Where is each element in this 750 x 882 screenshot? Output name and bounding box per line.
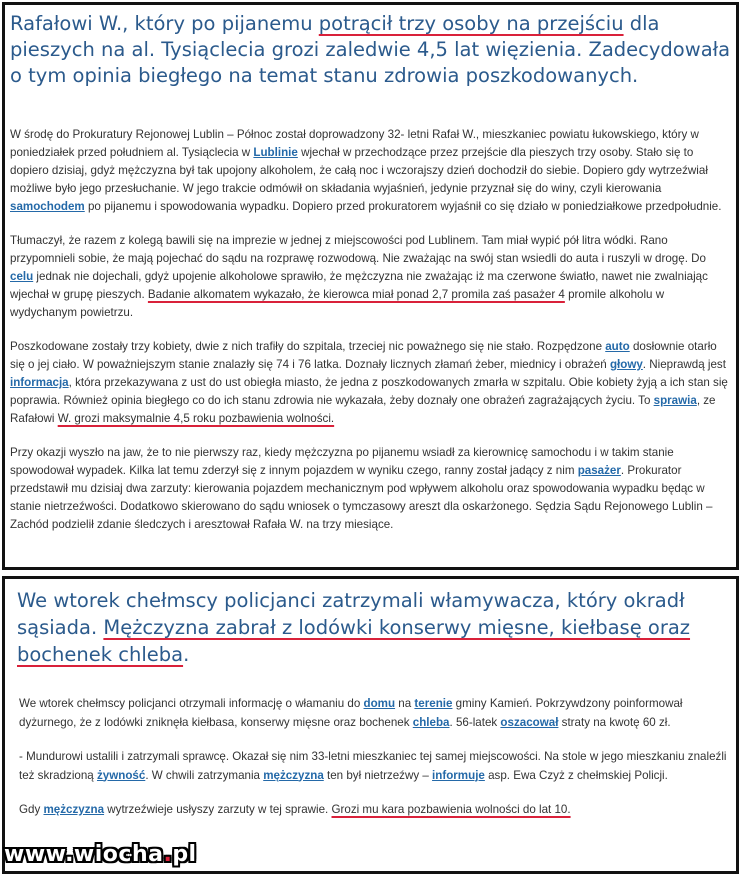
link-lublinie[interactable]: Lublinie	[253, 146, 298, 159]
watermark-text: pl	[172, 842, 197, 867]
red-highlight-alkomat: Badanie alkomatem wykazało, że kierowca miał ponad 2,7 promila zaś pasażer 4	[147, 288, 565, 301]
paragraph-text: , ze Rafałowi	[10, 394, 716, 425]
paragraph-text: Poszkodowane zostały trzy kobiety, dwie z nich trafiły do szpitala, trzeciej nic poważnego się nie stało. Rozpędzone	[10, 340, 606, 353]
link-celu[interactable]: celu	[10, 270, 34, 283]
paragraph-3	[10, 338, 732, 428]
paragraph-text: . 56-latek	[449, 715, 501, 729]
paragraph-text: Przy okazji wyszło na jaw, że to nie pierwszy raz, kiedy mężczyzna po pijanemu wsiadł za kierownicę samochodu i w takim stanie spowodował wypadek. Kilka lat temu zderzył się z innym pojazdem w wyniku czego, ranny został jadący z nim	[10, 446, 674, 477]
paragraph-text: po pijanemu i spowodowania wypadku. Dopiero przed prokuratorem wyjaśnił co się działo w poniedziałkowe przedpołudnie.	[84, 200, 722, 213]
paragraph-2	[19, 748, 731, 785]
headline-text: .	[183, 643, 190, 666]
article-2-panel	[2, 576, 739, 874]
link-oszacowal[interactable]: oszacował	[500, 715, 559, 729]
paragraph-text: , która przekazywana z ust do ust obiegła miasto, że jedna z poszkodowanych zmarła w szpitalu. Obie kobiety żyją a ich stan się poprawia. Również opinia biegłego co do ich stanu zdrowia nie wykazała, żeby doznały one obrażeń zagrażających życiu. To	[10, 376, 728, 407]
headline-text: dla pieszych na al. Tysiąclecia grozi zaledwie 4,5 lat więzienia. Zadecydowała o tym opinia biegłego na temat stanu zdrowia poszkodowanych.	[10, 12, 731, 87]
paragraph-text: dosłownie otarło się o jej ciało. W poważniejszym stanie znalazły się 74 i 76 latka. Doznały licznych złamań żeber, miednicy i obrażeń	[10, 340, 717, 371]
link-sprawia[interactable]: sprawia	[653, 394, 697, 407]
paragraph-text: jednak nie dojechali, gdyż upojenie alkoholowe sprawiło, że mężczyzna nie zważając iż ma czerwone światło, nawet nie zwalniając wjechał w grupę pieszych.	[10, 270, 708, 301]
paragraph-1	[19, 695, 731, 732]
link-domu[interactable]: domu	[363, 697, 396, 710]
article-1-headline	[10, 11, 735, 89]
link-chleba[interactable]: chleba	[412, 715, 450, 729]
link-mezczyzna[interactable]: mężczyzna	[263, 768, 324, 782]
paragraph-text: . Nieprawdą jest	[642, 358, 726, 371]
paragraph-text: ten był nietrzeźwy –	[323, 768, 433, 782]
headline-highlight: Mężczyzna zabrał z lodówki konserwy mięsne, kiełbasę oraz bochenek chleba	[17, 616, 691, 666]
paragraph-text: na	[395, 697, 415, 710]
red-highlight-penalty: Grozi mu kara pozbawienia wolności do lat 10.	[331, 803, 571, 816]
link-mezczyzna-2[interactable]: mężczyzna	[43, 803, 105, 816]
paragraph-text: . Prokurator przedstawił mu dzisiaj dwa zarzuty: kierowania pojazdem mechanicznym pod wpływem alkoholu oraz spowodowania wypadku będąc w stanie nietrzeźwości. Dodatkowo skierowano do sądu wniosek o tymczasowy areszt dla oskarżonego. Sędzia Sądu Rejonowego Lublin – Zachód podzielił zdanie śledczych i aresztował Rafała W. na trzy miesiące.	[10, 464, 713, 531]
link-glowy[interactable]: głowy	[609, 358, 643, 371]
paragraph-text: wytrzeźwieje usłyszy zarzuty w tej sprawie.	[104, 803, 332, 816]
paragraph-text: W środę do Prokuratury Rejonowej Lublin – Północ został doprowadzony 32- letni Rafał W., mieszkaniec powiatu łukowskiego, który w poniedziałek przed południem al. Tysiąclecia w	[10, 128, 699, 159]
link-pasazer[interactable]: pasażer	[577, 464, 621, 477]
article-1-body	[10, 126, 732, 550]
paragraph-text: Gdy	[19, 803, 44, 816]
paragraph-3	[19, 801, 731, 820]
paragraph-text: wjechał w przechodzące przez przejście dla pieszych trzy osoby. Stało się to dopiero dzisiaj, gdyż mężczyzna był tak upojony alkoholem, że całą noc i wczorajszy dzień dochodził do siebie. Dopiero gdy wytrzeźwiał możliwe było jego przesłuchanie. W jego trakcie odmówił on składania wyjaśnień, jedynie przyznał się do winy, czyli kierowania	[10, 146, 708, 195]
paragraph-1	[10, 126, 732, 216]
paragraph-text: asp. Ewa Czyż z chełmskiej Policji.	[484, 768, 668, 782]
paragraph-text: promile alkoholu w wydychanym powietrzu.	[10, 288, 665, 319]
link-auto[interactable]: auto	[605, 340, 630, 353]
paragraph-text: gminy Kamień. Pokrzywdzony poinformował dyżurnego, że z lodówki zniknęła kiełbasa, konserwy mięsne oraz bochenek	[19, 697, 683, 729]
paragraph-text: straty na kwotę 60 zł.	[558, 715, 671, 729]
watermark-dot: .	[163, 842, 173, 867]
paragraph-text: . W chwili zatrzymania	[145, 768, 264, 782]
headline-highlight: potrącił trzy osoby na przejściu	[318, 12, 624, 35]
watermark-text: www.wiocha	[4, 842, 164, 867]
article-1-panel	[2, 2, 739, 570]
link-samochodem[interactable]: samochodem	[10, 200, 85, 213]
link-informuje[interactable]: informuje	[432, 768, 485, 782]
article-2-body	[19, 695, 731, 836]
paragraph-4	[10, 444, 732, 534]
red-highlight-sentence: W. grozi maksymalnie 4,5 roku pozbawienia wolności.	[57, 412, 335, 425]
headline-text: Rafałowi W., który po pijanemu	[10, 12, 319, 35]
link-informacja[interactable]: informacja	[10, 376, 69, 389]
site-watermark	[4, 842, 197, 867]
link-terenie[interactable]: terenie	[414, 697, 453, 710]
headline-text: We wtorek chełmscy policjanci zatrzymali włamywacza, który okradł sąsiada.	[17, 589, 685, 639]
paragraph-text: Tłumaczył, że razem z kolegą bawili się na imprezie w jednej z miejscowości pod Lublinem. Tam miał wypić pół litra wódki. Rano przypomnieli sobie, że mają pojechać do sądu na rozprawę rozwodową. Nie zważając na swój stan wsiedli do auta i ruszyli w drogę. Do	[10, 234, 706, 265]
link-zywnosc[interactable]: żywność	[96, 768, 146, 782]
paragraph-text: - Mundurowi ustalili i zatrzymali sprawcę. Okazał się nim 33-letni mieszkaniec tej samej miejscowości. Na stole w jego mieszkaniu znaleźli też skradzioną	[19, 750, 727, 782]
article-2-headline	[17, 587, 732, 668]
paragraph-2	[10, 232, 732, 322]
paragraph-text: We wtorek chełmscy policjanci otrzymali informację o włamaniu do	[19, 697, 364, 710]
